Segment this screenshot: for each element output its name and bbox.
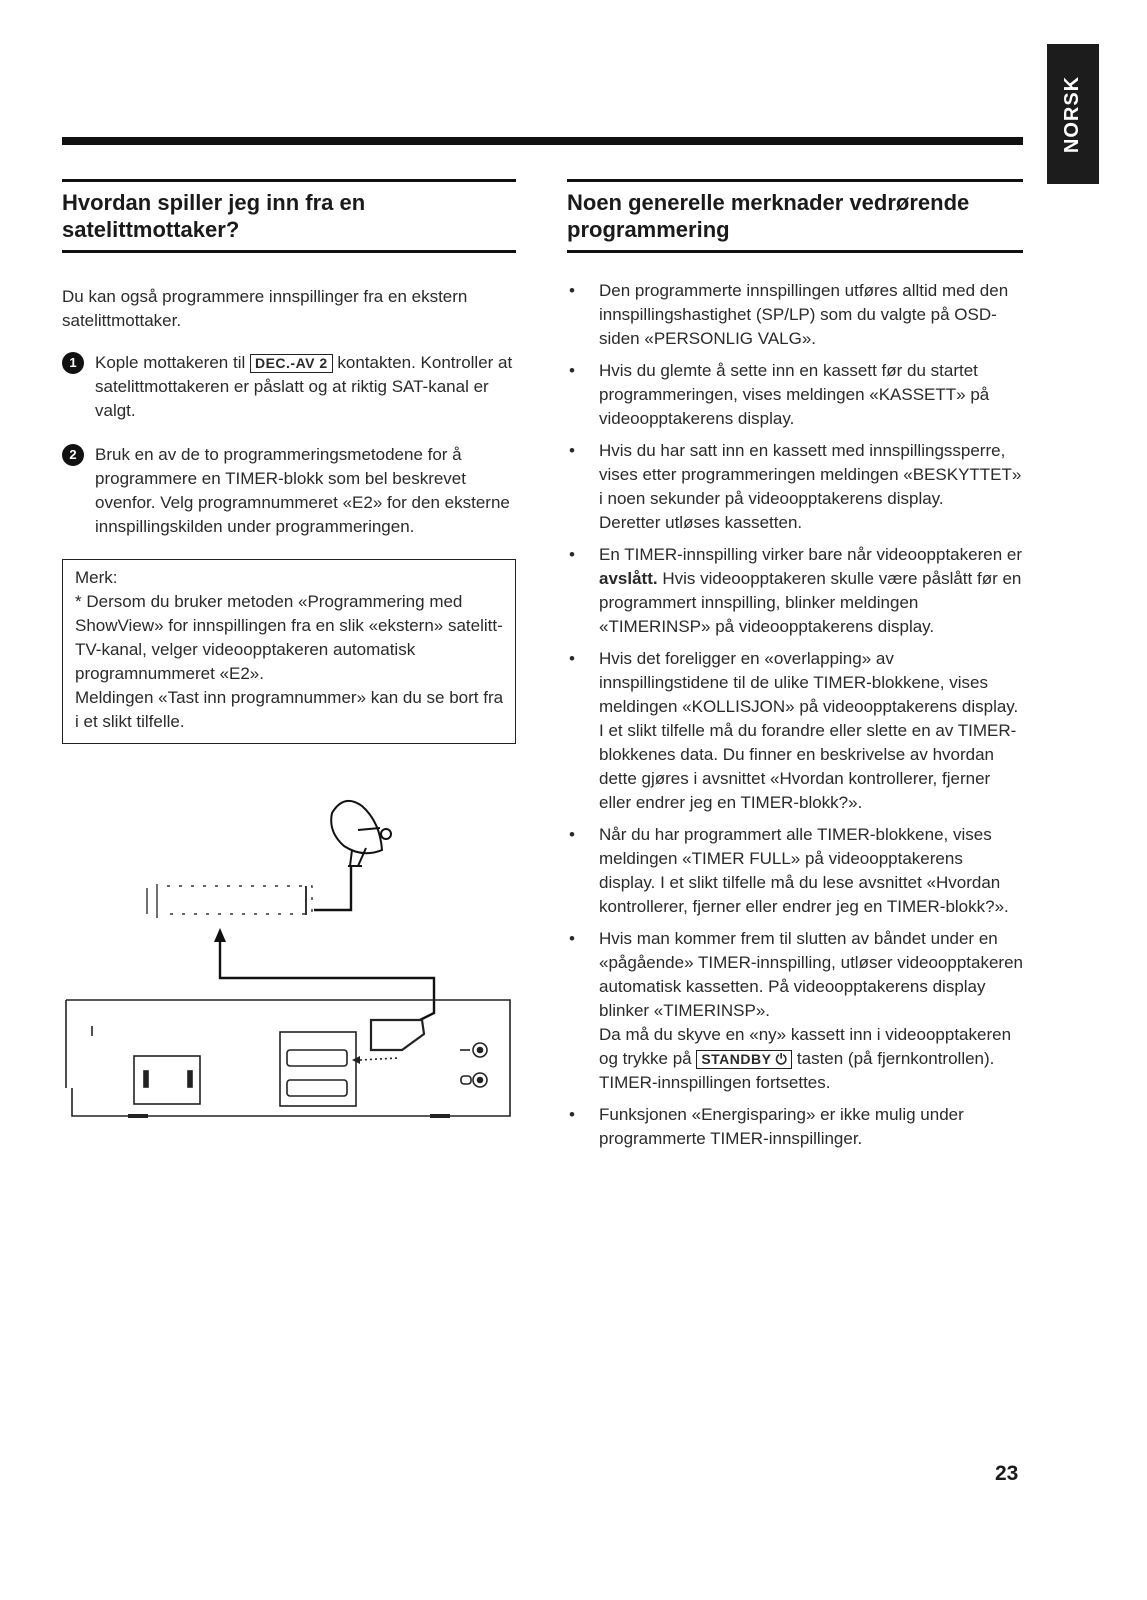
note-line-1: * Dersom du bruker metoden «Programmering med ShowView» for innspillingen fra en slik «ekstern» satelitt-TV-kanal, velger videoopptakeren automatisk programnummeret «E2». [75,592,503,683]
intro-paragraph: Du kan også programmere innspillinger fra en ekstern satelittmottaker. [62,287,468,330]
language-tab-label: NORSK [1061,75,1084,153]
note-line-2: Meldingen «Tast inn programnummer» kan du se bort fra i et slikt tilfelle. [75,688,504,731]
step-1-text: Kople mottakeren til DEC.-AV 2 kontakten. Kontroller at satelittmottakeren er påslatt og at riktig SAT-kanal er valgt. [95,353,513,420]
list-item: • Hvis det foreligger en «overlapping» av innspillingstidene til de ulike TIMER-blokkene, vises meldingen «KOLLISJON» på videoopptakerens display. I et slikt tilfelle må du forandre eller slette en av TIMER-blokkenes data. Du finner en beskrivelse av hvordan dette gjøres i avsnittet «Hvordan kontrollerer, fjerner eller endrer jeg en TIMER-blokk?». [569,649,1019,812]
note-box [62,559,516,744]
list-item: • Hvis du har satt inn en kassett med innspillingssperre, vises etter programmeringen meldingen «BESKYTTET» i noen sekunder på videoopptakerens display. Deretter utløses kassetten. [569,441,1022,532]
list-item: • Når du har programmert alle TIMER-blokkene, vises meldingen «TIMER FULL» på videoopptakerens display. I et slikt tilfelle må du lese avsnittet «Hvordan kontrollerer, fjerner eller endrer jeg en TIMER-blokk?». [569,825,1009,916]
step-1 [62,351,516,423]
note-title: Merk: [75,568,118,587]
page-number: 23 [995,1462,1019,1485]
list-item: • Hvis man kommer frem til slutten av båndet under en «pågående» TIMER-innspilling, utløser videoopptakeren automatisk kassetten. På videoopptakerens display blinker «TIMERINSP». Da må du skyve en «ny» kassett inn i videoopptakeren og trykke på STANDBY ⏻ tasten (på fjernkontrollen). TIMER-innspillingen fortsettes. [569,929,1023,1092]
video-recorder-icon [66,1000,510,1116]
dec-av2-key-label: DEC.-AV 2 [250,354,333,373]
list-item: • Hvis du glemte å sette inn en kassett før du startet programmeringen, vises meldingen «KASSETT» på videoopptakerens display. [569,361,990,428]
cable-lines [214,866,434,1020]
satellite-dish-icon [331,801,391,866]
language-tab [1047,44,1099,184]
left-column [62,179,516,744]
step-number-badge: 2 [62,444,84,466]
right-column [567,179,1023,1159]
list-item: • Den programmerte innspillingen utføres alltid med den innspillingshastighet (SP/LP) som du valgte på OSD-siden «PERSONLIG VALG». [569,281,1009,348]
satellite-receiver-icon [147,884,312,918]
right-heading: Noen generelle merknader vedrørende programmering [567,179,1023,253]
notes-list [567,279,1023,1151]
step-number-badge: 1 [62,352,84,374]
standby-key-label: STANDBY ⏻ [696,1050,792,1069]
step-2 [62,443,516,539]
list-item: • En TIMER-innspilling virker bare når videoopptakeren er avslått. Hvis videoopptakeren skulle være påslått før en programmert innspilling, blinker meldingen «TIMERINSP» på videoopptakerens display. [569,545,1022,636]
list-item: • Funksjonen «Energisparing» er ikke mulig under programmerte TIMER-innspillinger. [569,1105,964,1148]
step-2-text: Bruk en av de to programmeringsmetodene for å programmere en TIMER-blokk som bel beskrevet ovenfor. Velg programnummeret «E2» for den eksterne innspillingskilden under programmeringen. [95,445,510,536]
top-rule [62,137,1023,145]
left-heading: Hvordan spiller jeg inn fra en satelittmottaker? [62,179,516,253]
connection-diagram [62,788,522,1133]
